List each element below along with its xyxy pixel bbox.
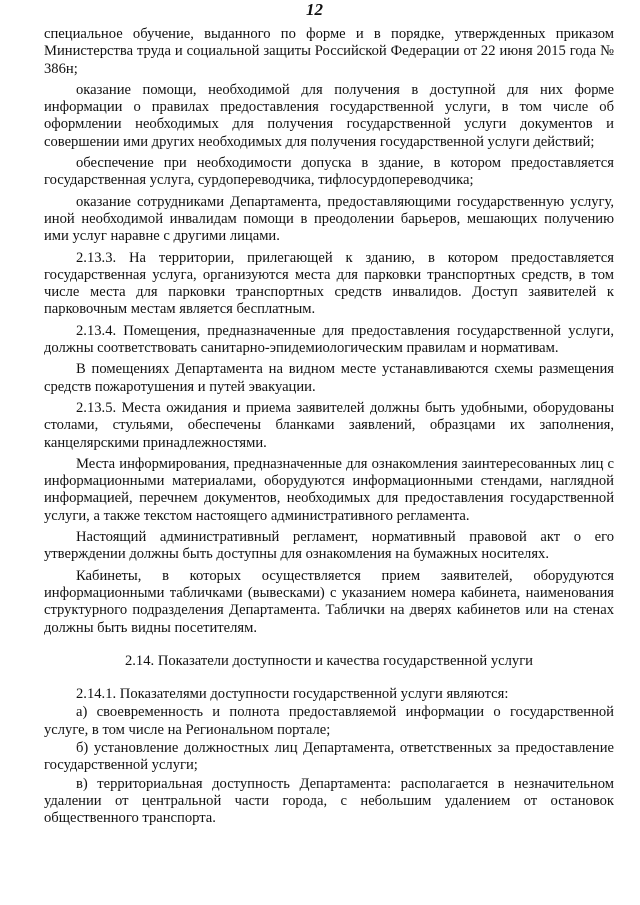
section-heading: 2.14. Показатели доступности и качества государственной услуги [124,652,533,669]
paragraph: В помещениях Департамента на видном месте устанавливаются схемы размещения средств пожаротушения и путей эвакуации. [44,361,614,395]
paragraph: 2.14.1. Показателями доступности государственной услуги являются: [76,686,509,703]
paragraph: 2.13.3. На территории, прилегающей к зданию, в котором предоставляется государственная услуга, организуются места для парковки транспортных средств, в том числе места для парковки транспортных средств инвалидов. Доступ заявителей к парковочным местам является бесплатным. [44,249,614,318]
paragraph: б) установление должностных лиц Департамента, ответственных за предоставление государственной услуги; [44,739,614,774]
paragraph: Настоящий административный регламент, нормативный правовой акт о его утверждении должны быть доступны для ознакомления на бумажных носителях. [44,529,614,563]
paragraph: 2.13.5. Места ожидания и приема заявителей должны быть удобными, оборудованы столами, стульями, обеспечены бланками заявлений, образцами их заполнения, канцелярскими принадлежностями. [44,399,614,451]
paragraph: Места информирования, предназначенные для ознакомления заинтересованных лиц с информационными материалами, оборудуются информационными стендами, наглядной информацией, перечнем документов, необходимых для предоставления государственной услуги, а также текстом настоящего административного регламента. [44,455,614,524]
paragraph: оказание сотрудниками Департамента, предоставляющими государственную услугу, иной необходимой инвалидам помощи в преодолении барьеров, мешающих получению ими услуг наравне с другими лицами. [44,193,614,245]
paragraph: специальное обучение, выданного по форме и в порядке, утвержденных приказом Министерства труда и социальной защиты Российской Федерации от 22 июня 2015 года № 386н; [44,26,614,77]
document-body [44,26,614,827]
paragraph: 2.13.4. Помещения, предназначенные для предоставления государственной услуги, должны соответствовать санитарно-эпидемиологическим правилам и нормативам. [44,322,614,357]
paragraph: в) территориальная доступность Департамента: располагается в незначительном удалении от центральной части города, с небольшим удалением от остановок общественного транспорта. [44,775,614,827]
page-number: 12 [306,0,323,19]
paragraph: а) своевременность и полнота предоставляемой информации о государственной услуге, в том числе на Региональном портале; [44,704,614,738]
paragraph: Кабинеты, в которых осуществляется прием заявителей, оборудуются информационными табличками (вывесками) с указанием номера кабинета, наименования структурного подразделения Департамента. Таблички на дверях кабинетов или на стенах должны быть видны посетителям. [44,567,614,636]
paragraph: обеспечение при необходимости допуска в здание, в котором предоставляется государственная услуга, сурдопереводчика, тифлосурдопереводчика; [44,155,614,189]
paragraph: оказание помощи, необходимой для получения в доступной для них форме информации о правилах предоставления государственной услуги, в том числе об оформлении необходимых для получения государственной услуги документов и совершении ими других необходимых для получения государственной услуги действий; [44,81,614,150]
